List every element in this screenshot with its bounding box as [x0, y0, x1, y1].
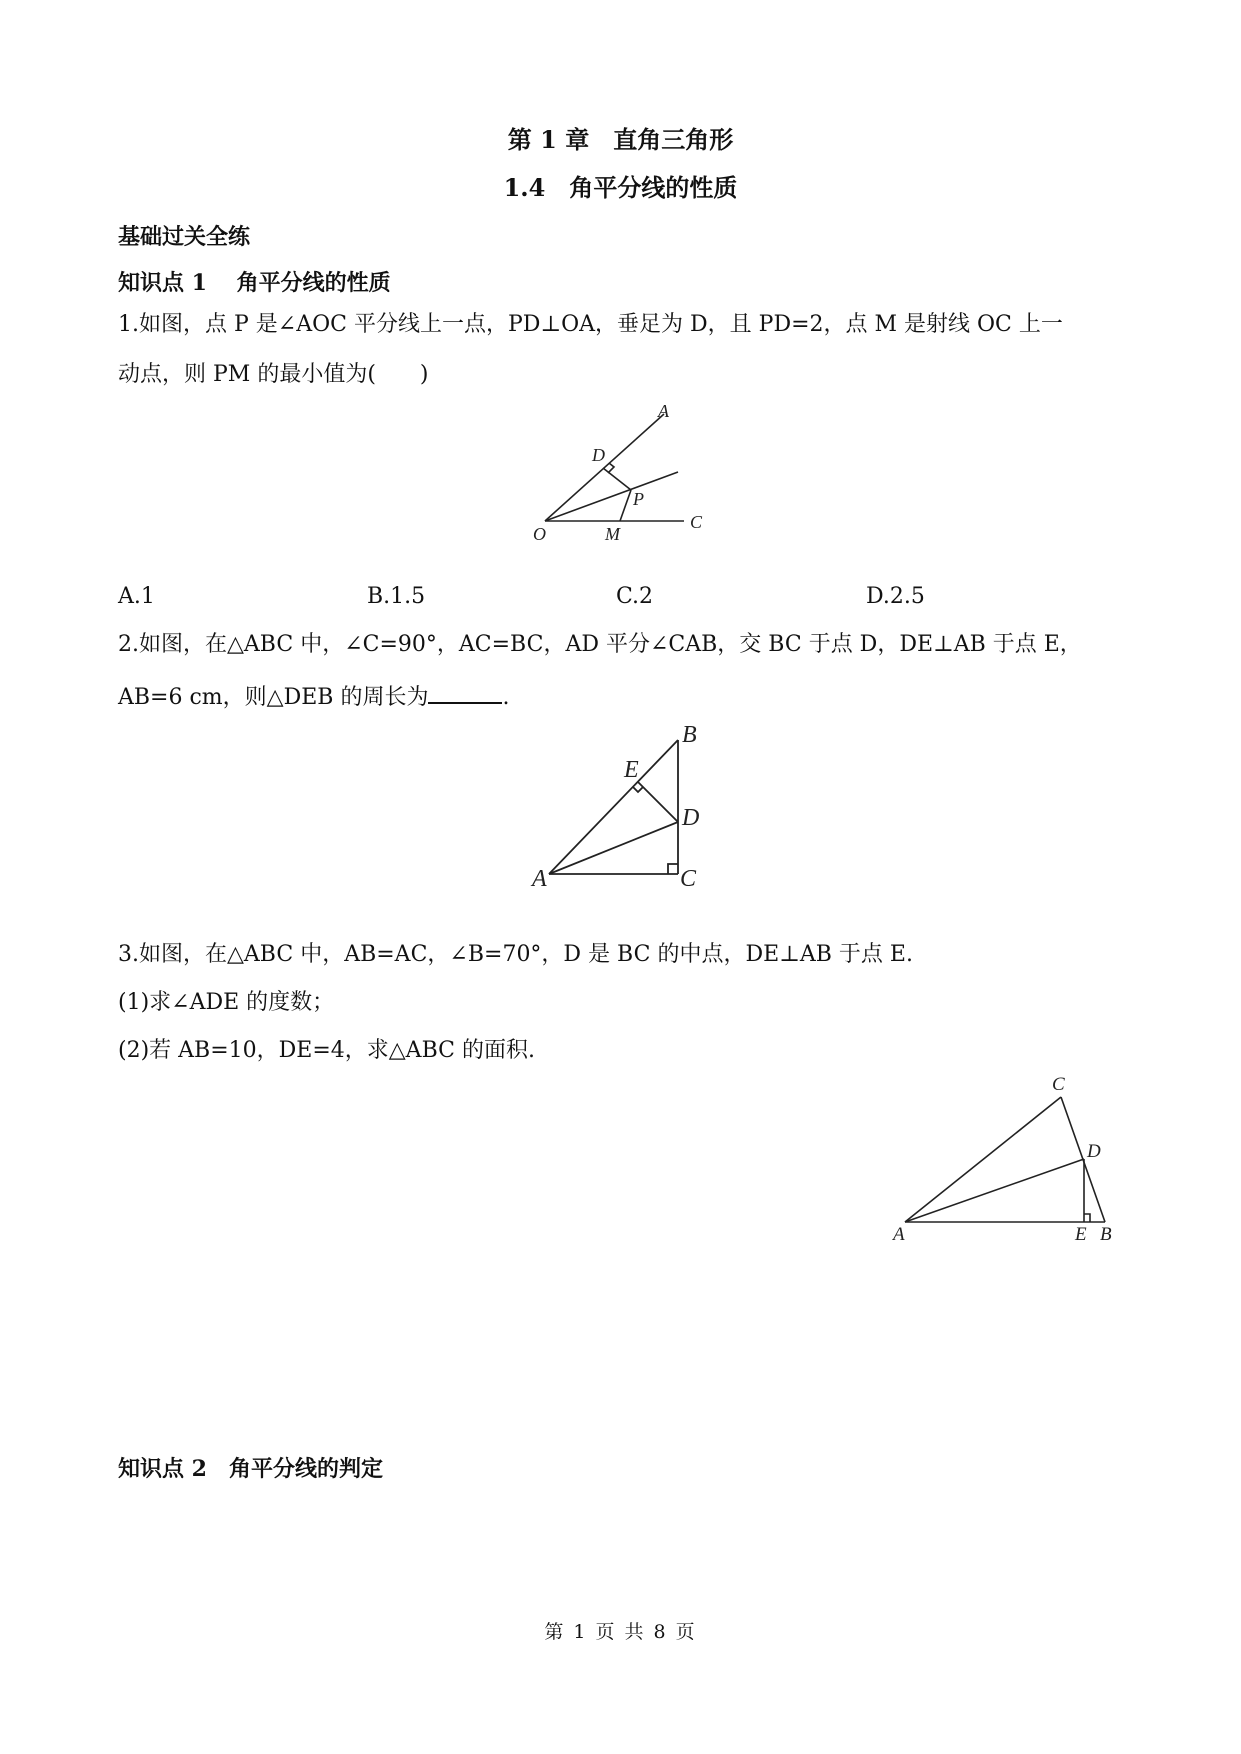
label-d: D	[682, 805, 700, 831]
block-title: 基础过关全练	[118, 224, 251, 250]
q1-option-c[interactable]: C.2	[616, 584, 654, 609]
q1-line1: 1.如图，点 P 是∠AOC 平分线上一点，PD⊥OA，垂足为 D，且 PD=2，点 M 是射线 OC 上一	[118, 312, 1063, 337]
q1-option-b[interactable]: B.1.5	[367, 584, 426, 609]
page-footer: 第 1 页 共 8 页	[544, 1621, 697, 1643]
q2-line1: 2.如图，在△ABC 中，∠C=90°，AC=BC，AD 平分∠CAB，交 BC 于点 D，DE⊥AB 于点 E，	[118, 632, 1082, 657]
q2-line2-end: .	[502, 685, 510, 710]
q3-part1: (1)求∠ADE 的度数；	[118, 990, 335, 1015]
label-e: E	[624, 757, 639, 783]
label-a: A	[532, 866, 547, 892]
right-angle-mark-e	[1084, 1214, 1090, 1222]
side-ac	[905, 1097, 1061, 1222]
section-title: 1.4 角平分线的性质	[503, 173, 738, 202]
q3-part2: (2)若 AB=10，DE=4，求△ABC 的面积.	[118, 1038, 535, 1063]
label-b: B	[682, 722, 697, 748]
q1-line2: 动点，则 PM 的最小值为( )	[118, 362, 429, 387]
segment-ad	[905, 1159, 1084, 1222]
chapter-title: 第 1 章 直角三角形	[507, 125, 734, 154]
label-a: A	[658, 401, 669, 421]
knowledge-point-1: 知识点 1 角平分线的性质	[118, 270, 391, 296]
label-d: D	[1087, 1141, 1101, 1162]
label-d: D	[592, 445, 605, 465]
knowledge-point-2: 知识点 2 角平分线的判定	[118, 1456, 383, 1482]
label-e: E	[1075, 1224, 1087, 1245]
label-o: O	[533, 524, 546, 544]
label-c: C	[690, 512, 703, 532]
label-c: C	[1052, 1074, 1065, 1095]
label-m: M	[605, 524, 620, 544]
label-b: B	[1100, 1224, 1112, 1245]
label-c: C	[680, 866, 697, 892]
q2-line2-text: AB=6 cm，则△DEB 的周长为	[118, 685, 429, 710]
q1-option-a[interactable]: A.1	[118, 584, 155, 609]
q1-option-d[interactable]: D.2.5	[866, 584, 925, 609]
label-p: P	[633, 489, 644, 509]
label-a: A	[893, 1224, 905, 1245]
q3-line1: 3.如图，在△ABC 中，AB=AC，∠B=70°，D 是 BC 的中点，DE⊥AB 于点 E.	[118, 942, 913, 967]
